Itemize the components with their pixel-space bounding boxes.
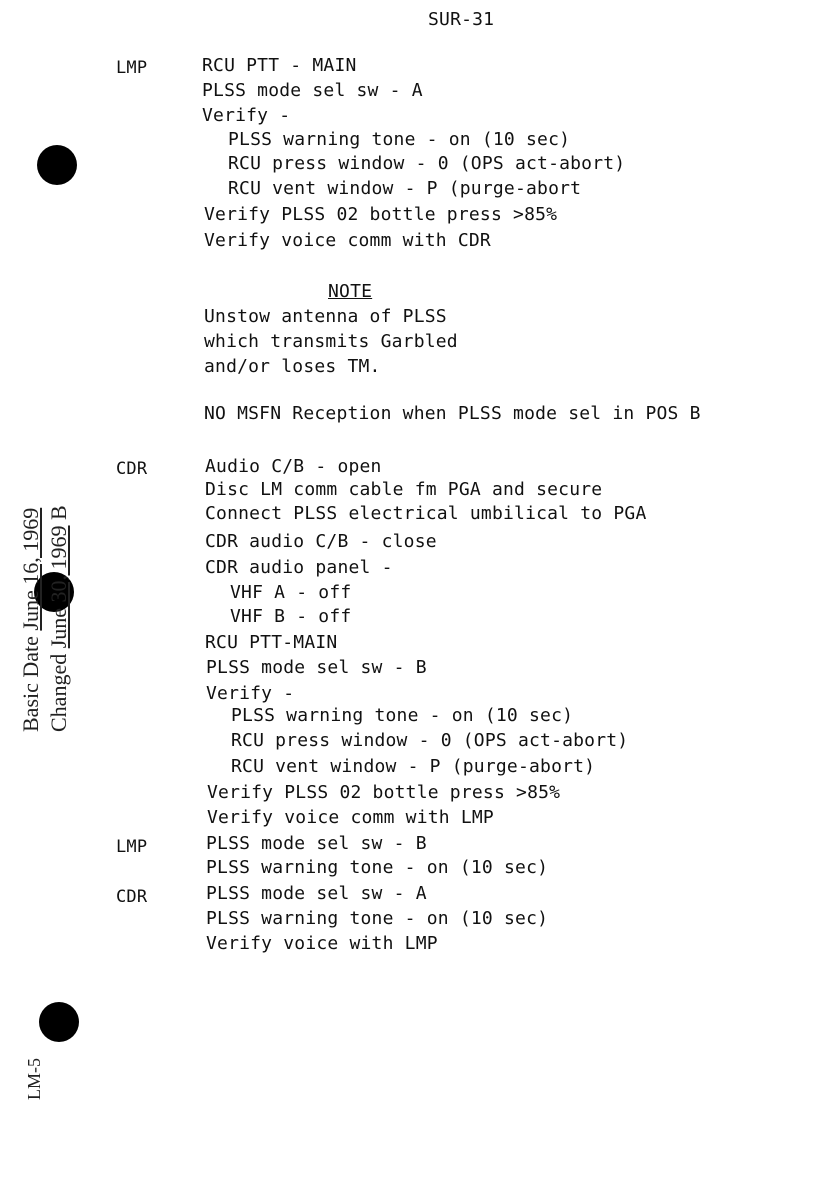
procedure-line: PLSS mode sel sw - B: [206, 833, 427, 854]
procedure-line: PLSS mode sel sw - A: [202, 80, 423, 101]
procedure-line: Verify -: [202, 105, 291, 126]
procedure-subline: PLSS warning tone - on (10 sec): [231, 705, 574, 726]
procedure-line: Disc LM comm cable fm PGA and secure: [205, 479, 603, 500]
note-line: which transmits Garbled: [204, 331, 458, 352]
procedure-line: CDR audio panel -: [205, 557, 393, 578]
binder-hole: [37, 145, 77, 185]
procedure-subline: RCU vent window - P (purge-abort: [228, 178, 582, 199]
procedure-subline: RCU press window - 0 (OPS act-abort): [228, 153, 626, 174]
procedure-line: Verify PLSS 02 bottle press >85%: [204, 204, 558, 225]
procedure-subline: PLSS warning tone - on (10 sec): [228, 129, 571, 150]
procedure-line: Verify PLSS 02 bottle press >85%: [207, 782, 561, 803]
binder-hole: [39, 1002, 79, 1042]
role-label-lmp: LMP: [116, 837, 148, 857]
page-number: SUR-31: [428, 9, 495, 30]
note-line: Unstow antenna of PLSS: [204, 306, 447, 327]
procedure-line: Verify -: [206, 683, 295, 704]
note-heading: NOTE: [328, 281, 373, 302]
procedure-subline: VHF B - off: [230, 606, 352, 627]
procedure-line: Audio C/B - open: [205, 456, 382, 477]
procedure-line: Verify voice with LMP: [206, 933, 438, 954]
role-label-cdr: CDR: [116, 887, 148, 907]
procedure-line: PLSS warning tone - on (10 sec): [206, 857, 549, 878]
role-label-lmp: LMP: [116, 58, 148, 78]
procedure-line: CDR audio C/B - close: [205, 531, 437, 552]
procedure-line: Verify voice comm with LMP: [207, 807, 494, 828]
procedure-line: Connect PLSS electrical umbilical to PGA: [205, 503, 647, 524]
changed-date-stamp: Changed June 30, 1969 B: [46, 505, 71, 732]
procedure-subline: RCU press window - 0 (OPS act-abort): [231, 730, 629, 751]
role-label-cdr: CDR: [116, 459, 148, 479]
procedure-line: RCU PTT - MAIN: [202, 55, 357, 76]
procedure-subline: VHF A - off: [230, 582, 352, 603]
note-extra-line: NO MSFN Reception when PLSS mode sel in POS B: [204, 403, 701, 424]
procedure-line: PLSS mode sel sw - A: [206, 883, 427, 904]
procedure-subline: RCU vent window - P (purge-abort): [231, 756, 596, 777]
procedure-line: RCU PTT-MAIN: [205, 632, 338, 653]
document-id: LM-5: [24, 1058, 44, 1100]
procedure-line: Verify voice comm with CDR: [204, 230, 491, 251]
procedure-line: PLSS mode sel sw - B: [206, 657, 427, 678]
basic-date-stamp: Basic Date June 16, 1969: [18, 507, 43, 732]
procedure-line: PLSS warning tone - on (10 sec): [206, 908, 549, 929]
note-line: and/or loses TM.: [204, 356, 381, 377]
